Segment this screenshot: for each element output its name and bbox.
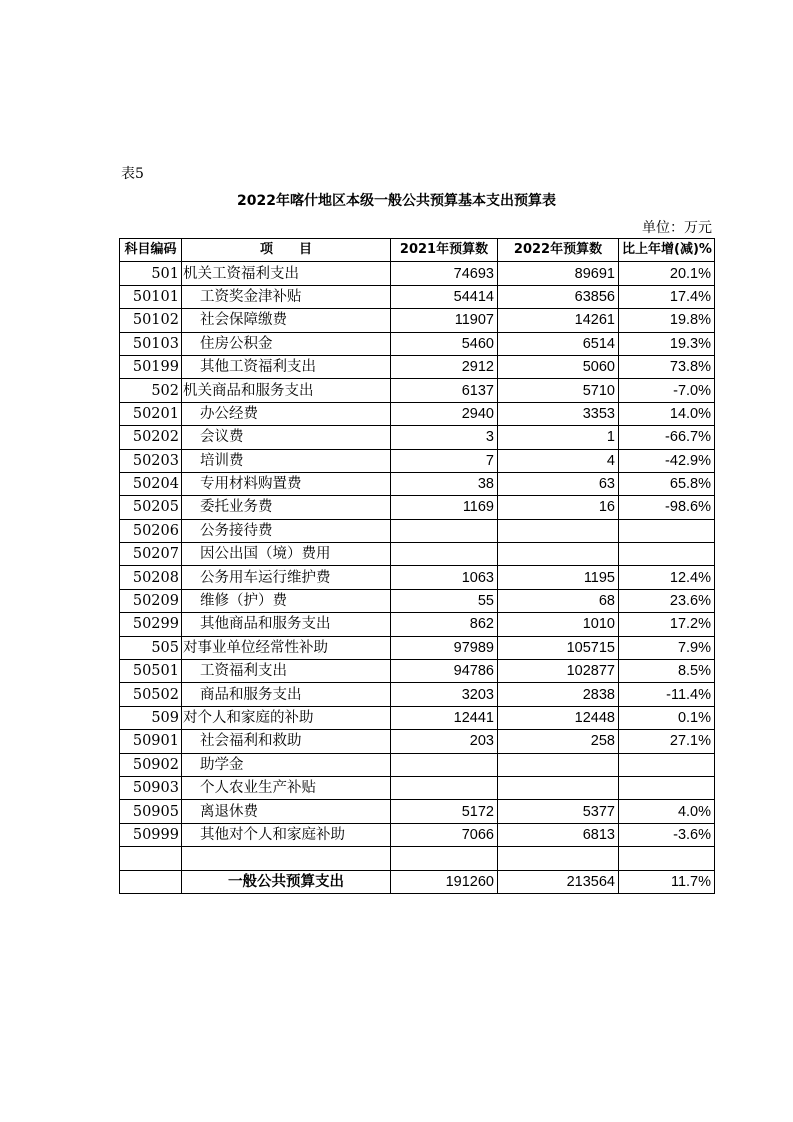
code-cell: 50209: [120, 589, 182, 612]
change-cell: [619, 543, 715, 566]
value-2022-cell: 4: [498, 449, 619, 472]
code-cell: [120, 847, 182, 870]
value-2021-cell: 97989: [391, 636, 498, 659]
table-row: [120, 706, 715, 729]
item-name-cell: 会议费: [182, 426, 391, 449]
code-cell: 50203: [120, 449, 182, 472]
total-code-cell: [120, 870, 182, 893]
value-2022-cell: [498, 776, 619, 799]
table-row: [120, 823, 715, 846]
table-row: [120, 800, 715, 823]
item-name-cell: 社会福利和救助: [182, 730, 391, 753]
table-row: [120, 519, 715, 542]
total-row: [120, 870, 715, 893]
change-cell: 17.4%: [619, 285, 715, 308]
value-2021-cell: 12441: [391, 706, 498, 729]
value-2022-cell: 102877: [498, 660, 619, 683]
document-title: 2022年喀什地区本级一般公共预算基本支出预算表: [237, 193, 556, 209]
header-code: 科目编码: [120, 239, 182, 262]
item-name-cell: 其他工资福利支出: [182, 355, 391, 378]
change-cell: 20.1%: [619, 262, 715, 285]
value-2022-cell: 105715: [498, 636, 619, 659]
table-row: [120, 589, 715, 612]
table-header-row: [120, 239, 715, 262]
unit-label: 单位：万元: [642, 220, 712, 236]
table-row: [120, 332, 715, 355]
item-name-cell: 公务用车运行维护费: [182, 566, 391, 589]
code-cell: 50201: [120, 402, 182, 425]
value-2022-cell: [498, 519, 619, 542]
item-name-cell: 社会保障缴费: [182, 309, 391, 332]
item-name-cell: 个人农业生产补贴: [182, 776, 391, 799]
value-2021-cell: 203: [391, 730, 498, 753]
code-cell: 50103: [120, 332, 182, 355]
value-2021-cell: [391, 753, 498, 776]
code-cell: 50501: [120, 660, 182, 683]
item-name-cell: 因公出国（境）费用: [182, 543, 391, 566]
item-name-cell: 对事业单位经常性补助: [182, 636, 391, 659]
table-row: [120, 613, 715, 636]
value-2021-cell: 11907: [391, 309, 498, 332]
item-name-cell: 工资奖金津补贴: [182, 285, 391, 308]
code-cell: 50205: [120, 496, 182, 519]
item-name-cell: 对个人和家庭的补助: [182, 706, 391, 729]
table-row: [120, 379, 715, 402]
change-cell: 17.2%: [619, 613, 715, 636]
table-row: [120, 753, 715, 776]
value-2021-cell: 862: [391, 613, 498, 636]
item-name-cell: [182, 847, 391, 870]
table-row: [120, 449, 715, 472]
table-row: [120, 776, 715, 799]
header-change: 比上年增(减)%: [619, 239, 715, 262]
code-cell: 50102: [120, 309, 182, 332]
budget-table: [119, 238, 715, 894]
table-row: [120, 566, 715, 589]
header-2022: 2022年预算数: [498, 239, 619, 262]
value-2022-cell: 63856: [498, 285, 619, 308]
code-cell: 50207: [120, 543, 182, 566]
change-cell: [619, 753, 715, 776]
table-row: [120, 683, 715, 706]
table-row: [120, 636, 715, 659]
item-name-cell: 其他商品和服务支出: [182, 613, 391, 636]
header-2021: 2021年预算数: [391, 239, 498, 262]
item-name-cell: 专用材料购置费: [182, 472, 391, 495]
code-cell: 50206: [120, 519, 182, 542]
code-cell: 50199: [120, 355, 182, 378]
item-name-cell: 商品和服务支出: [182, 683, 391, 706]
value-2021-cell: 94786: [391, 660, 498, 683]
code-cell: 50905: [120, 800, 182, 823]
table-row: [120, 730, 715, 753]
change-cell: 65.8%: [619, 472, 715, 495]
change-cell: -66.7%: [619, 426, 715, 449]
table-body: [120, 262, 715, 893]
change-cell: [619, 519, 715, 542]
change-cell: -11.4%: [619, 683, 715, 706]
code-cell: 50999: [120, 823, 182, 846]
value-2021-cell: 6137: [391, 379, 498, 402]
item-name-cell: 机关商品和服务支出: [182, 379, 391, 402]
value-2022-cell: 3353: [498, 402, 619, 425]
code-cell: 50204: [120, 472, 182, 495]
value-2022-cell: [498, 753, 619, 776]
value-2021-cell: 5460: [391, 332, 498, 355]
value-2021-cell: 7066: [391, 823, 498, 846]
change-cell: -98.6%: [619, 496, 715, 519]
value-2021-cell: 38: [391, 472, 498, 495]
value-2021-cell: 1169: [391, 496, 498, 519]
item-name-cell: 办公经费: [182, 402, 391, 425]
total-change-cell: 11.7%: [619, 870, 715, 893]
value-2022-cell: 16: [498, 496, 619, 519]
change-cell: 27.1%: [619, 730, 715, 753]
table-row: [120, 660, 715, 683]
change-cell: [619, 776, 715, 799]
value-2021-cell: [391, 519, 498, 542]
code-cell: 50101: [120, 285, 182, 308]
value-2022-cell: 63: [498, 472, 619, 495]
value-2022-cell: [498, 543, 619, 566]
item-name-cell: 其他对个人和家庭补助: [182, 823, 391, 846]
value-2021-cell: 3203: [391, 683, 498, 706]
item-name-cell: 助学金: [182, 753, 391, 776]
code-cell: 50901: [120, 730, 182, 753]
change-cell: -42.9%: [619, 449, 715, 472]
value-2022-cell: [498, 847, 619, 870]
change-cell: 73.8%: [619, 355, 715, 378]
item-name-cell: 维修（护）费: [182, 589, 391, 612]
code-cell: 509: [120, 706, 182, 729]
value-2022-cell: 258: [498, 730, 619, 753]
table-row: [120, 285, 715, 308]
value-2022-cell: 68: [498, 589, 619, 612]
table-row: [120, 472, 715, 495]
code-cell: 50903: [120, 776, 182, 799]
change-cell: 7.9%: [619, 636, 715, 659]
value-2022-cell: 6514: [498, 332, 619, 355]
change-cell: 0.1%: [619, 706, 715, 729]
item-name-cell: 机关工资福利支出: [182, 262, 391, 285]
value-2022-cell: 1195: [498, 566, 619, 589]
value-2022-cell: 2838: [498, 683, 619, 706]
value-2021-cell: [391, 776, 498, 799]
total-2022-cell: 213564: [498, 870, 619, 893]
value-2021-cell: 2940: [391, 402, 498, 425]
item-name-cell: 委托业务费: [182, 496, 391, 519]
value-2022-cell: 12448: [498, 706, 619, 729]
change-cell: 23.6%: [619, 589, 715, 612]
item-name-cell: 离退休费: [182, 800, 391, 823]
value-2021-cell: [391, 847, 498, 870]
value-2022-cell: 1010: [498, 613, 619, 636]
value-2021-cell: 5172: [391, 800, 498, 823]
change-cell: 8.5%: [619, 660, 715, 683]
code-cell: 502: [120, 379, 182, 402]
header-item: 项 目: [182, 239, 391, 262]
table-row: [120, 402, 715, 425]
table-row: [120, 426, 715, 449]
value-2021-cell: 7: [391, 449, 498, 472]
table-label: 表5: [121, 166, 144, 182]
item-name-cell: 培训费: [182, 449, 391, 472]
value-2021-cell: 55: [391, 589, 498, 612]
value-2021-cell: 1063: [391, 566, 498, 589]
value-2022-cell: 5377: [498, 800, 619, 823]
item-name-cell: 住房公积金: [182, 332, 391, 355]
code-cell: 501: [120, 262, 182, 285]
value-2022-cell: 89691: [498, 262, 619, 285]
table-row: [120, 309, 715, 332]
value-2022-cell: 1: [498, 426, 619, 449]
value-2021-cell: 54414: [391, 285, 498, 308]
value-2022-cell: 5710: [498, 379, 619, 402]
table-row: [120, 847, 715, 870]
value-2022-cell: 6813: [498, 823, 619, 846]
item-name-cell: 工资福利支出: [182, 660, 391, 683]
change-cell: 14.0%: [619, 402, 715, 425]
value-2021-cell: [391, 543, 498, 566]
value-2021-cell: 74693: [391, 262, 498, 285]
change-cell: -7.0%: [619, 379, 715, 402]
value-2021-cell: 2912: [391, 355, 498, 378]
code-cell: 50299: [120, 613, 182, 636]
table-row: [120, 543, 715, 566]
code-cell: 505: [120, 636, 182, 659]
table-row: [120, 496, 715, 519]
table-row: [120, 262, 715, 285]
table-row: [120, 355, 715, 378]
item-name-cell: 公务接待费: [182, 519, 391, 542]
code-cell: 50202: [120, 426, 182, 449]
total-2021-cell: 191260: [391, 870, 498, 893]
value-2022-cell: 14261: [498, 309, 619, 332]
code-cell: 50902: [120, 753, 182, 776]
change-cell: -3.6%: [619, 823, 715, 846]
change-cell: 19.3%: [619, 332, 715, 355]
code-cell: 50502: [120, 683, 182, 706]
code-cell: 50208: [120, 566, 182, 589]
change-cell: [619, 847, 715, 870]
change-cell: 12.4%: [619, 566, 715, 589]
change-cell: 4.0%: [619, 800, 715, 823]
change-cell: 19.8%: [619, 309, 715, 332]
value-2021-cell: 3: [391, 426, 498, 449]
total-name-cell: 一般公共预算支出: [182, 870, 391, 893]
value-2022-cell: 5060: [498, 355, 619, 378]
